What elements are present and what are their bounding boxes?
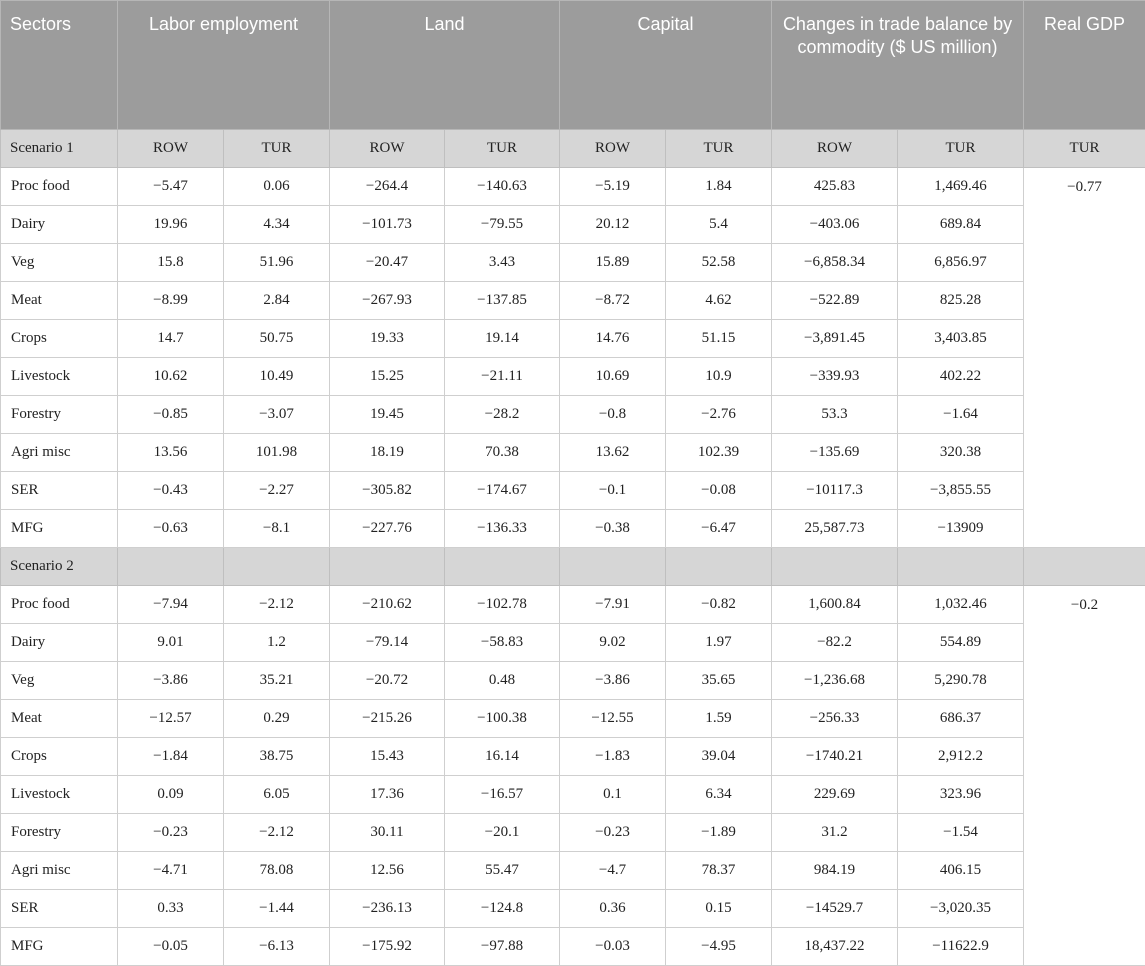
value-cell: −8.99 xyxy=(118,282,224,320)
header-capital: Capital xyxy=(560,1,772,130)
value-cell: 78.08 xyxy=(224,852,330,890)
table-row xyxy=(1,624,1145,662)
value-cell: 50.75 xyxy=(224,320,330,358)
value-cell: −79.14 xyxy=(330,624,445,662)
value-cell: −1.84 xyxy=(118,738,224,776)
value-cell: 19.14 xyxy=(445,320,560,358)
sector-name: Crops xyxy=(1,738,118,776)
value-cell: −3.86 xyxy=(118,662,224,700)
value-cell: −0.43 xyxy=(118,472,224,510)
sector-name: Livestock xyxy=(1,776,118,814)
value-cell: 20.12 xyxy=(560,206,666,244)
value-cell: 52.58 xyxy=(666,244,772,282)
value-cell: −3.07 xyxy=(224,396,330,434)
scenario-header-cell xyxy=(224,548,330,586)
value-cell: −7.94 xyxy=(118,586,224,624)
value-cell: 9.01 xyxy=(118,624,224,662)
value-cell: −215.26 xyxy=(330,700,445,738)
value-cell: 0.36 xyxy=(560,890,666,928)
value-cell: 1.2 xyxy=(224,624,330,662)
sector-name: MFG xyxy=(1,928,118,966)
value-cell: 14.7 xyxy=(118,320,224,358)
value-cell: 6.34 xyxy=(666,776,772,814)
value-cell: −20.47 xyxy=(330,244,445,282)
sector-name: Proc food xyxy=(1,168,118,206)
subheader-labor-tur: TUR xyxy=(224,130,330,168)
table-row xyxy=(1,662,1145,700)
value-cell: −5.47 xyxy=(118,168,224,206)
value-cell: −227.76 xyxy=(330,510,445,548)
value-cell: 0.09 xyxy=(118,776,224,814)
scenario-header-cell xyxy=(330,548,445,586)
value-cell: −264.4 xyxy=(330,168,445,206)
sector-name: SER xyxy=(1,472,118,510)
sector-name: Agri misc xyxy=(1,852,118,890)
subheader-land-row: ROW xyxy=(330,130,445,168)
value-cell: 15.8 xyxy=(118,244,224,282)
value-cell: −236.13 xyxy=(330,890,445,928)
value-cell: 5.4 xyxy=(666,206,772,244)
value-cell: 0.15 xyxy=(666,890,772,928)
subheader-land-tur: TUR xyxy=(445,130,560,168)
value-cell: 229.69 xyxy=(772,776,898,814)
value-cell: 51.96 xyxy=(224,244,330,282)
value-cell: 0.48 xyxy=(445,662,560,700)
value-cell: 19.45 xyxy=(330,396,445,434)
subheader-gdp-tur: TUR xyxy=(1024,130,1145,168)
value-cell: −403.06 xyxy=(772,206,898,244)
value-cell: −0.63 xyxy=(118,510,224,548)
value-cell: 10.62 xyxy=(118,358,224,396)
value-cell: 35.65 xyxy=(666,662,772,700)
value-cell: 3.43 xyxy=(445,244,560,282)
value-cell: −7.91 xyxy=(560,586,666,624)
value-cell: −0.1 xyxy=(560,472,666,510)
real-gdp-value: −0.2 xyxy=(1024,586,1145,966)
sector-name: Livestock xyxy=(1,358,118,396)
scenario-header-cell xyxy=(118,548,224,586)
sector-name: Forestry xyxy=(1,814,118,852)
value-cell: 1.59 xyxy=(666,700,772,738)
subheader-capital-row: ROW xyxy=(560,130,666,168)
sector-name: Veg xyxy=(1,244,118,282)
value-cell: −6,858.34 xyxy=(772,244,898,282)
subheader-labor-row: ROW xyxy=(118,130,224,168)
value-cell: −4.95 xyxy=(666,928,772,966)
table-row xyxy=(1,434,1145,472)
value-cell: −0.03 xyxy=(560,928,666,966)
scenario-header-row xyxy=(1,548,1145,586)
value-cell: −97.88 xyxy=(445,928,560,966)
value-cell: 0.1 xyxy=(560,776,666,814)
value-cell: 10.49 xyxy=(224,358,330,396)
table-row xyxy=(1,244,1145,282)
value-cell: −1.64 xyxy=(898,396,1024,434)
value-cell: 51.15 xyxy=(666,320,772,358)
value-cell: 1.84 xyxy=(666,168,772,206)
value-cell: 101.98 xyxy=(224,434,330,472)
value-cell: −13909 xyxy=(898,510,1024,548)
value-cell: −2.27 xyxy=(224,472,330,510)
scenario-header-cell xyxy=(666,548,772,586)
value-cell: −0.05 xyxy=(118,928,224,966)
value-cell: −58.83 xyxy=(445,624,560,662)
table-row xyxy=(1,206,1145,244)
value-cell: 78.37 xyxy=(666,852,772,890)
scenario-header-cell xyxy=(560,548,666,586)
value-cell: 323.96 xyxy=(898,776,1024,814)
sector-name: MFG xyxy=(1,510,118,548)
value-cell: 35.21 xyxy=(224,662,330,700)
value-cell: 1,469.46 xyxy=(898,168,1024,206)
value-cell: −20.72 xyxy=(330,662,445,700)
value-cell: 1,600.84 xyxy=(772,586,898,624)
sector-name: Meat xyxy=(1,282,118,320)
value-cell: 984.19 xyxy=(772,852,898,890)
value-cell: −28.2 xyxy=(445,396,560,434)
value-cell: 30.11 xyxy=(330,814,445,852)
value-cell: −174.67 xyxy=(445,472,560,510)
value-cell: −8.1 xyxy=(224,510,330,548)
header-sectors: Sectors xyxy=(1,1,118,130)
header-labor-employment: Labor employment xyxy=(118,1,330,130)
value-cell: −8.72 xyxy=(560,282,666,320)
value-cell: −3,891.45 xyxy=(772,320,898,358)
value-cell: 53.3 xyxy=(772,396,898,434)
sector-name: Dairy xyxy=(1,624,118,662)
value-cell: −3,855.55 xyxy=(898,472,1024,510)
value-cell: −136.33 xyxy=(445,510,560,548)
table-row xyxy=(1,510,1145,548)
sector-name: Veg xyxy=(1,662,118,700)
value-cell: 38.75 xyxy=(224,738,330,776)
value-cell: 15.43 xyxy=(330,738,445,776)
sector-name: Forestry xyxy=(1,396,118,434)
value-cell: −137.85 xyxy=(445,282,560,320)
value-cell: −0.08 xyxy=(666,472,772,510)
value-cell: −135.69 xyxy=(772,434,898,472)
subheader-trade-row: ROW xyxy=(772,130,898,168)
table-row xyxy=(1,358,1145,396)
value-cell: −210.62 xyxy=(330,586,445,624)
header-land: Land xyxy=(330,1,560,130)
value-cell: 402.22 xyxy=(898,358,1024,396)
value-cell: 1,032.46 xyxy=(898,586,1024,624)
sector-name: Meat xyxy=(1,700,118,738)
header-real-gdp: Real GDP xyxy=(1024,1,1145,130)
value-cell: −1.89 xyxy=(666,814,772,852)
table-row xyxy=(1,814,1145,852)
value-cell: −0.23 xyxy=(118,814,224,852)
value-cell: 4.34 xyxy=(224,206,330,244)
value-cell: 12.56 xyxy=(330,852,445,890)
value-cell: −175.92 xyxy=(330,928,445,966)
table-row xyxy=(1,282,1145,320)
value-cell: −6.47 xyxy=(666,510,772,548)
value-cell: 19.33 xyxy=(330,320,445,358)
value-cell: −3,020.35 xyxy=(898,890,1024,928)
value-cell: 19.96 xyxy=(118,206,224,244)
value-cell: 14.76 xyxy=(560,320,666,358)
value-cell: 1.97 xyxy=(666,624,772,662)
table-row xyxy=(1,700,1145,738)
value-cell: −20.1 xyxy=(445,814,560,852)
table-row xyxy=(1,776,1145,814)
sector-name: Dairy xyxy=(1,206,118,244)
value-cell: −140.63 xyxy=(445,168,560,206)
table-row xyxy=(1,852,1145,890)
header-trade-balance: Changes in trade balance by commodity ($ US million) xyxy=(772,1,1024,130)
value-cell: −14529.7 xyxy=(772,890,898,928)
scenario-label: Scenario 2 xyxy=(1,548,118,586)
value-cell: 689.84 xyxy=(898,206,1024,244)
value-cell: −4.71 xyxy=(118,852,224,890)
value-cell: 2,912.2 xyxy=(898,738,1024,776)
value-cell: 554.89 xyxy=(898,624,1024,662)
value-cell: −256.33 xyxy=(772,700,898,738)
value-cell: −0.23 xyxy=(560,814,666,852)
scenario-header-cell xyxy=(898,548,1024,586)
value-cell: −1.54 xyxy=(898,814,1024,852)
table-row xyxy=(1,890,1145,928)
table-row xyxy=(1,928,1145,966)
value-cell: −124.8 xyxy=(445,890,560,928)
value-cell: 9.02 xyxy=(560,624,666,662)
value-cell: 0.06 xyxy=(224,168,330,206)
value-cell: −16.57 xyxy=(445,776,560,814)
scenario-label: Scenario 1 xyxy=(1,130,118,168)
scenario-header-cell xyxy=(772,548,898,586)
table-row xyxy=(1,738,1145,776)
value-cell: 31.2 xyxy=(772,814,898,852)
value-cell: 16.14 xyxy=(445,738,560,776)
table-row xyxy=(1,586,1145,624)
value-cell: −3.86 xyxy=(560,662,666,700)
value-cell: 6.05 xyxy=(224,776,330,814)
value-cell: −1740.21 xyxy=(772,738,898,776)
value-cell: 10.69 xyxy=(560,358,666,396)
subheader-trade-tur: TUR xyxy=(898,130,1024,168)
value-cell: 102.39 xyxy=(666,434,772,472)
value-cell: 15.25 xyxy=(330,358,445,396)
value-cell: 6,856.97 xyxy=(898,244,1024,282)
sector-name: Agri misc xyxy=(1,434,118,472)
value-cell: −1,236.68 xyxy=(772,662,898,700)
value-cell: 18.19 xyxy=(330,434,445,472)
table-row xyxy=(1,396,1145,434)
scenario-1-header-row xyxy=(1,130,1145,168)
value-cell: 55.47 xyxy=(445,852,560,890)
value-cell: 18,437.22 xyxy=(772,928,898,966)
value-cell: −267.93 xyxy=(330,282,445,320)
value-cell: 17.36 xyxy=(330,776,445,814)
table-row xyxy=(1,472,1145,510)
table-row xyxy=(1,320,1145,358)
value-cell: −1.83 xyxy=(560,738,666,776)
value-cell: −522.89 xyxy=(772,282,898,320)
value-cell: −82.2 xyxy=(772,624,898,662)
value-cell: −1.44 xyxy=(224,890,330,928)
value-cell: −101.73 xyxy=(330,206,445,244)
value-cell: 320.38 xyxy=(898,434,1024,472)
value-cell: 2.84 xyxy=(224,282,330,320)
value-cell: 686.37 xyxy=(898,700,1024,738)
sector-name: Proc food xyxy=(1,586,118,624)
sector-name: Crops xyxy=(1,320,118,358)
value-cell: −79.55 xyxy=(445,206,560,244)
value-cell: 70.38 xyxy=(445,434,560,472)
value-cell: 13.62 xyxy=(560,434,666,472)
value-cell: 0.33 xyxy=(118,890,224,928)
value-cell: −2.12 xyxy=(224,586,330,624)
value-cell: −2.76 xyxy=(666,396,772,434)
value-cell: 25,587.73 xyxy=(772,510,898,548)
value-cell: 15.89 xyxy=(560,244,666,282)
real-gdp-value: −0.77 xyxy=(1024,168,1145,548)
table-row xyxy=(1,168,1145,206)
value-cell: −6.13 xyxy=(224,928,330,966)
value-cell: −2.12 xyxy=(224,814,330,852)
value-cell: 3,403.85 xyxy=(898,320,1024,358)
value-cell: −102.78 xyxy=(445,586,560,624)
value-cell: −11622.9 xyxy=(898,928,1024,966)
header-row-main xyxy=(1,1,1145,130)
value-cell: 39.04 xyxy=(666,738,772,776)
value-cell: −12.55 xyxy=(560,700,666,738)
value-cell: −0.85 xyxy=(118,396,224,434)
sector-name: SER xyxy=(1,890,118,928)
value-cell: 4.62 xyxy=(666,282,772,320)
value-cell: −305.82 xyxy=(330,472,445,510)
scenario-header-cell xyxy=(1024,548,1145,586)
value-cell: 13.56 xyxy=(118,434,224,472)
table-body xyxy=(1,168,1145,966)
value-cell: −0.38 xyxy=(560,510,666,548)
subheader-capital-tur: TUR xyxy=(666,130,772,168)
value-cell: −10117.3 xyxy=(772,472,898,510)
value-cell: 406.15 xyxy=(898,852,1024,890)
value-cell: −0.82 xyxy=(666,586,772,624)
value-cell: 425.83 xyxy=(772,168,898,206)
value-cell: −21.11 xyxy=(445,358,560,396)
scenario-header-cell xyxy=(445,548,560,586)
value-cell: 5,290.78 xyxy=(898,662,1024,700)
value-cell: −5.19 xyxy=(560,168,666,206)
value-cell: −339.93 xyxy=(772,358,898,396)
value-cell: −4.7 xyxy=(560,852,666,890)
value-cell: −100.38 xyxy=(445,700,560,738)
value-cell: 10.9 xyxy=(666,358,772,396)
value-cell: −12.57 xyxy=(118,700,224,738)
value-cell: −0.8 xyxy=(560,396,666,434)
value-cell: 825.28 xyxy=(898,282,1024,320)
value-cell: 0.29 xyxy=(224,700,330,738)
